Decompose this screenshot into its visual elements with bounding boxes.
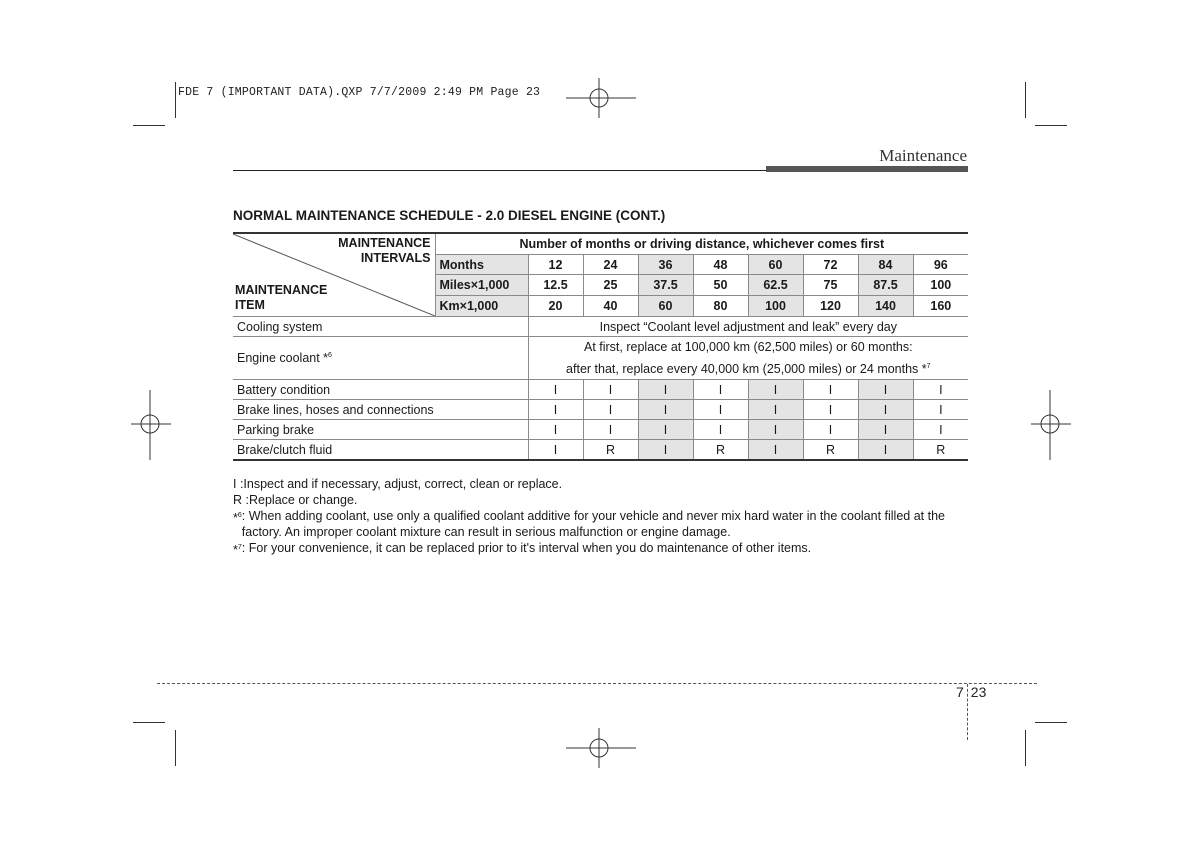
maintenance-item	[233, 337, 528, 380]
item-label: Engine coolant *	[237, 351, 329, 365]
interval-value: 96	[913, 254, 968, 275]
schedule-cell: I	[528, 400, 583, 420]
footnote	[233, 540, 963, 558]
schedule-cell: I	[913, 420, 968, 440]
maintenance-schedule-table	[233, 232, 968, 461]
table-row	[233, 440, 968, 461]
schedule-cell: I	[803, 380, 858, 400]
footnote-mark: *$^7$	[233, 543, 242, 557]
interval-value: 48	[693, 254, 748, 275]
interval-value: 87.5	[858, 275, 913, 296]
corner-label-intervals: MAINTENANCE INTERVALS	[338, 236, 431, 265]
interval-value: 84	[858, 254, 913, 275]
header-accent-bar	[766, 166, 968, 172]
schedule-cell: R	[693, 440, 748, 461]
crop-mark	[175, 730, 176, 766]
merged-instruction	[528, 337, 968, 380]
interval-value: 50	[693, 275, 748, 296]
footnote-ref: 6	[328, 352, 332, 359]
interval-value: 60	[638, 296, 693, 317]
interval-value: 100	[748, 296, 803, 317]
schedule-cell: I	[638, 400, 693, 420]
registration-mark-icon	[131, 390, 171, 460]
maintenance-item: Brake/clutch fluid	[233, 440, 528, 461]
interval-value: 160	[913, 296, 968, 317]
schedule-cell: I	[748, 440, 803, 461]
corner-label-item: MAINTENANCE ITEM	[235, 283, 328, 312]
schedule-cell: I	[748, 420, 803, 440]
interval-value: 100	[913, 275, 968, 296]
section-title: Maintenance	[879, 146, 967, 165]
interval-value: 75	[803, 275, 858, 296]
crop-mark	[1035, 722, 1067, 723]
interval-label: Months	[435, 254, 528, 275]
registration-mark-icon	[566, 78, 636, 118]
schedule-cell: I	[528, 440, 583, 461]
interval-value: 12.5	[528, 275, 583, 296]
table-row-cooling-system	[233, 317, 968, 337]
crop-mark	[133, 722, 165, 723]
registration-mark-icon	[1031, 390, 1071, 460]
schedule-cell: I	[693, 420, 748, 440]
interval-value: 25	[583, 275, 638, 296]
interval-value: 37.5	[638, 275, 693, 296]
table-row	[233, 380, 968, 400]
interval-value: 24	[583, 254, 638, 275]
interval-value: 36	[638, 254, 693, 275]
interval-value: 40	[583, 296, 638, 317]
table-row	[233, 420, 968, 440]
schedule-cell: I	[858, 420, 913, 440]
page-number-value: 23	[970, 684, 987, 700]
maintenance-item: Cooling system	[233, 317, 528, 337]
registration-mark-icon	[566, 728, 636, 768]
schedule-cell: I	[748, 380, 803, 400]
schedule-cell: I	[803, 400, 858, 420]
schedule-cell: I	[748, 400, 803, 420]
schedule-cell: I	[693, 380, 748, 400]
schedule-cell: I	[583, 400, 638, 420]
interval-value: 12	[528, 254, 583, 275]
footnote-mark: R :	[233, 493, 249, 507]
interval-value: 60	[748, 254, 803, 275]
table-row-engine-coolant	[233, 337, 968, 380]
crop-mark	[1035, 125, 1067, 126]
schedule-cell: I	[693, 400, 748, 420]
footnote-text: : When adding coolant, use only a qualified coolant additive for your vehicle and never mix hard water in the coolant filled at the factory. An improper coolant mixture can result in serious malfunction or engine damage.	[241, 509, 945, 539]
footnote-mark: *$^6$	[233, 511, 242, 525]
interval-value: 120	[803, 296, 858, 317]
crop-mark	[133, 125, 165, 126]
interval-value: 62.5	[748, 275, 803, 296]
crop-mark	[1025, 730, 1026, 766]
footnote	[233, 476, 963, 492]
instruction-line-2	[529, 357, 969, 379]
maintenance-item: Brake lines, hoses and connections	[233, 400, 528, 420]
schedule-cell: I	[913, 400, 968, 420]
maintenance-item: Battery condition	[233, 380, 528, 400]
merged-instruction: Inspect “Coolant level adjustment and leak” every day	[528, 317, 968, 337]
interval-label: Km×1,000	[435, 296, 528, 317]
footnote-ref: 7	[926, 363, 931, 370]
table-row	[233, 400, 968, 420]
footnotes	[233, 476, 963, 558]
interval-value: 80	[693, 296, 748, 317]
footnote-text: : For your convenience, it can be replaced prior to it's interval when you do maintenance of other items.	[241, 541, 812, 555]
footnote	[233, 492, 963, 508]
schedule-cell: I	[858, 380, 913, 400]
footnote	[233, 508, 963, 540]
schedule-cell: I	[638, 420, 693, 440]
schedule-cell: R	[583, 440, 638, 461]
schedule-cell: I	[803, 420, 858, 440]
instruction-line: after that, replace every 40,000 km (25,000 miles) or 24 months *	[566, 362, 927, 376]
maintenance-item: Parking brake	[233, 420, 528, 440]
schedule-cell: I	[528, 380, 583, 400]
header-corner-cell	[233, 233, 435, 317]
interval-label: Miles×1,000	[435, 275, 528, 296]
interval-value: 72	[803, 254, 858, 275]
schedule-cell: I	[858, 400, 913, 420]
footnote-text: Inspect and if necessary, adjust, correct, clean or replace.	[243, 477, 563, 491]
footer-rule	[157, 683, 1037, 684]
schedule-cell: R	[803, 440, 858, 461]
page-chapter: 7	[956, 684, 964, 700]
print-slug-line: FDE 7 (IMPORTANT DATA).QXP 7/7/2009 2:49 PM Page 23	[178, 86, 541, 99]
table-title: NORMAL MAINTENANCE SCHEDULE - 2.0 DIESEL ENGINE (CONT.)	[233, 208, 666, 223]
crop-mark	[1025, 82, 1026, 118]
schedule-cell: I	[858, 440, 913, 461]
schedule-cell: I	[528, 420, 583, 440]
interval-value: 140	[858, 296, 913, 317]
schedule-cell: I	[913, 380, 968, 400]
header-row-span	[233, 233, 968, 254]
schedule-cell: I	[638, 440, 693, 461]
interval-value: 20	[528, 296, 583, 317]
schedule-cell: R	[913, 440, 968, 461]
footnote-mark: I :	[233, 477, 244, 491]
instruction-line: At first, replace at 100,000 km (62,500 miles) or 60 months:	[583, 340, 913, 354]
schedule-cell: I	[583, 380, 638, 400]
crop-mark	[175, 82, 176, 118]
schedule-cell: I	[638, 380, 693, 400]
span-header: Number of months or driving distance, whichever comes first	[435, 233, 968, 254]
page-number	[956, 684, 986, 700]
footnote-text: Replace or change.	[248, 493, 358, 507]
schedule-cell: I	[583, 420, 638, 440]
